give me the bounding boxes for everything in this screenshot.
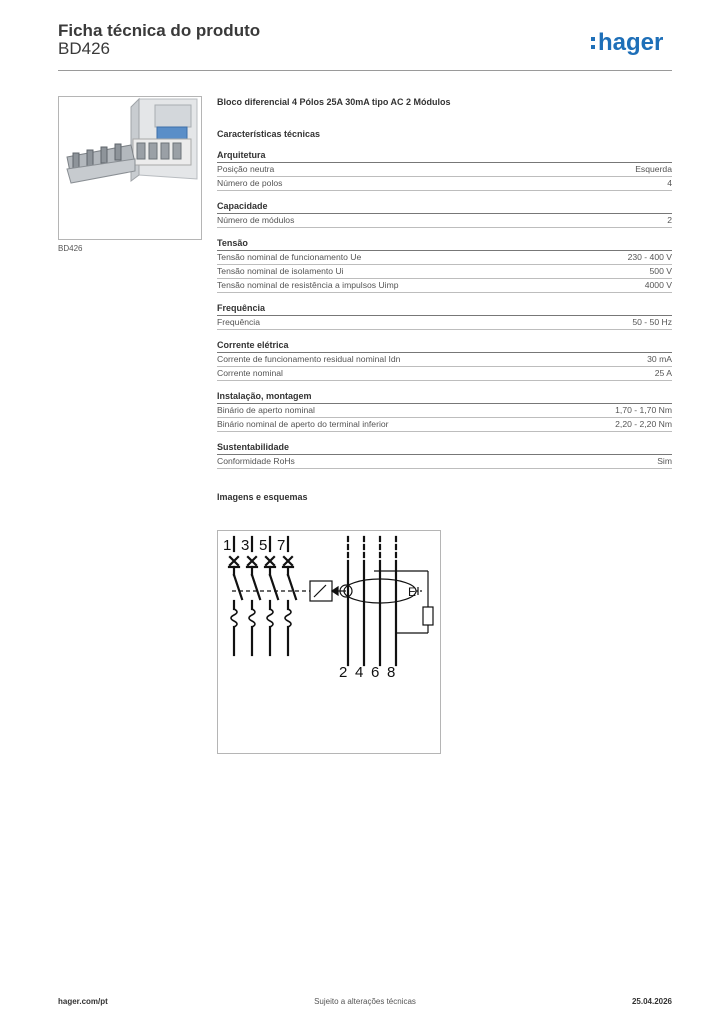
spec-group-heading: Capacidade (217, 201, 672, 214)
terminal-label-bottom: 6 (371, 664, 380, 681)
spec-row (217, 404, 672, 418)
spec-groups (217, 150, 672, 469)
spec-label: Tensão nominal de isolamento Ui (217, 266, 344, 276)
switch-pole (229, 537, 242, 655)
switch-pole (265, 537, 278, 655)
spec-label: Posição neutra (217, 164, 275, 174)
spec-value: 2 (667, 215, 672, 225)
terminal-label-top: 5 (259, 537, 268, 554)
spec-row (217, 279, 672, 293)
spec-label: Conformidade RoHs (217, 456, 295, 466)
spec-group (217, 238, 672, 293)
spec-group-heading: Tensão (217, 238, 672, 251)
spec-label: Corrente de funcionamento residual nominal Idn (217, 354, 401, 364)
spec-label: Binário de aperto nominal (217, 405, 315, 415)
spec-group-heading: Instalação, montagem (217, 391, 672, 404)
footer-date: 25.04.2026 (631, 997, 672, 1006)
spec-content (217, 96, 672, 503)
switch-pole (247, 537, 260, 655)
spec-value: Esquerda (635, 164, 672, 174)
spec-row (217, 265, 672, 279)
terminal-label-bottom: 4 (355, 664, 364, 681)
spec-group-heading: Corrente elétrica (217, 340, 672, 353)
document-title: Ficha técnica do produto (58, 21, 261, 40)
spec-group (217, 442, 672, 469)
terminal-label-top: 7 (277, 537, 286, 554)
test-button-label: E (408, 585, 417, 599)
spec-row (217, 455, 672, 469)
product-photo (59, 97, 201, 239)
spec-value: 230 - 400 V (627, 252, 672, 262)
spec-group-heading: Arquitetura (217, 150, 672, 163)
spec-row (217, 316, 672, 330)
wiring-diagram (217, 530, 441, 754)
spec-row (217, 367, 672, 381)
image-caption: BD426 (58, 244, 83, 253)
spec-row (217, 418, 672, 432)
spec-row (217, 177, 672, 191)
spec-value: 2,20 - 2,20 Nm (615, 419, 672, 429)
spec-value: 25 A (654, 368, 672, 378)
logo-dot-top (591, 37, 595, 41)
spec-label: Corrente nominal (217, 368, 283, 378)
logo-text: hager (598, 29, 664, 56)
spec-group (217, 201, 672, 228)
spec-value: 4 (667, 178, 672, 188)
terminal-label-bottom: 8 (387, 664, 396, 681)
product-code: BD426 (58, 39, 110, 58)
spec-value: 30 mA (647, 354, 672, 364)
terminal-label-bottom: 2 (339, 664, 348, 681)
spec-value: Sim (657, 456, 672, 466)
spec-group (217, 340, 672, 381)
section-heading: Características técnicas (217, 129, 321, 139)
wiring-schematic (218, 531, 440, 753)
spec-label: Binário nominal de aperto do terminal inferior (217, 419, 389, 429)
spec-value: 4000 V (644, 280, 672, 290)
spec-row (217, 163, 672, 177)
spec-label: Frequência (217, 317, 260, 327)
footer-notice: Sujeito a alterações técnicas (314, 997, 416, 1006)
spec-value: 1,70 - 1,70 Nm (615, 405, 672, 415)
logo-dot-bottom (591, 45, 595, 49)
spec-row (217, 214, 672, 228)
product-name: Bloco diferencial 4 Pólos 25A 30mA tipo AC 2 Módulos (217, 97, 451, 107)
spec-group (217, 303, 672, 330)
spec-label: Número de polos (217, 178, 283, 188)
hager-logo (590, 28, 672, 56)
spec-label: Tensão nominal de funcionamento Ue (217, 252, 362, 262)
images-heading: Imagens e esquemas (217, 492, 308, 502)
spec-group-heading: Frequência (217, 303, 672, 316)
spec-label: Tensão nominal de resistência a impulsos Uimp (217, 280, 399, 290)
product-image (58, 96, 202, 240)
terminal-label-top: 1 (223, 537, 232, 554)
spec-label: Número de módulos (217, 215, 295, 225)
spec-value: 500 V (649, 266, 672, 276)
spec-group (217, 150, 672, 191)
spec-value: 50 - 50 Hz (632, 317, 672, 327)
spec-group (217, 391, 672, 432)
footer-website: hager.com/pt (58, 997, 108, 1006)
spec-row (217, 251, 672, 265)
spec-group-heading: Sustentabilidade (217, 442, 672, 455)
page-header (58, 20, 672, 71)
terminal-label-top: 3 (241, 537, 250, 554)
spec-row (217, 353, 672, 367)
switch-pole (283, 537, 296, 655)
